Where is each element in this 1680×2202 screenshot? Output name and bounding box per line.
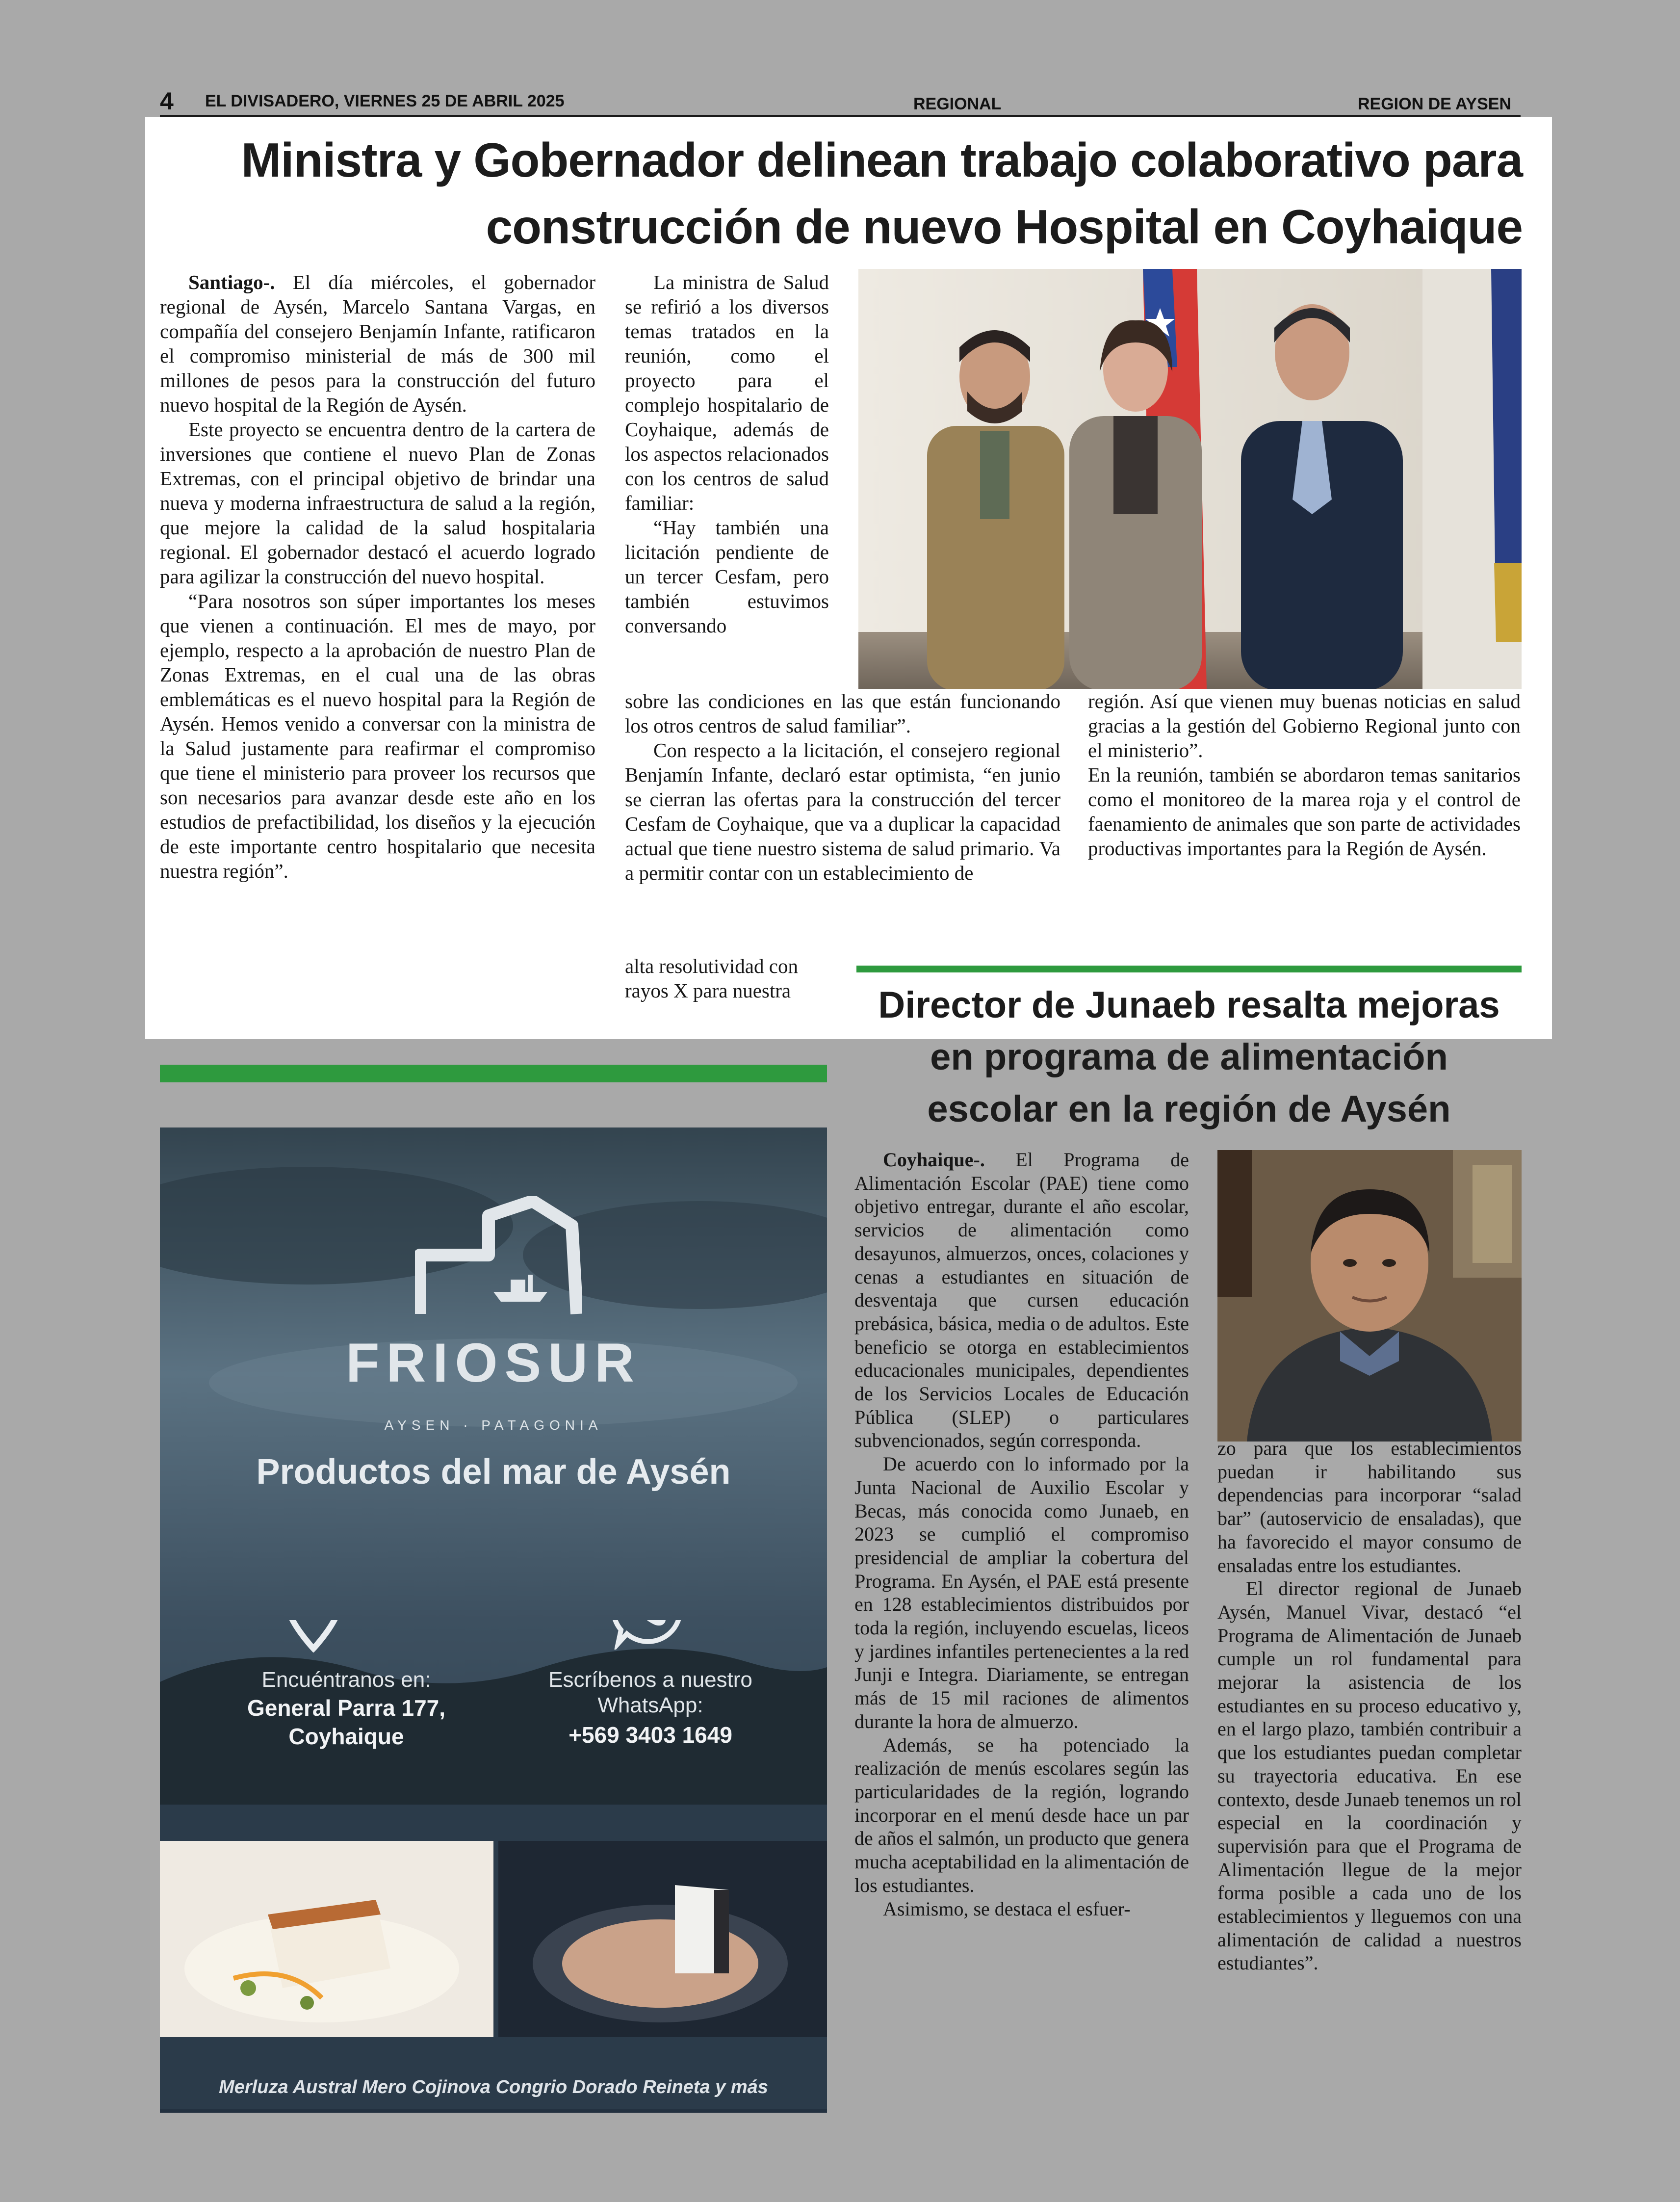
paragraph-text: El Programa de Alimentación Escolar (PAE) tiene como objetivo entregar, durante el año escolar, servicios de alimentación como desayunos, almuerzos, onces, colaciones y cenas a estudiantes en situación de desventaja que cursen educación prebásica, básica, media o de adultos. Este beneficio se otorga en establecimientos educacionales municipales, dependientes de los Servicios Locales de Educación Pública (SLEP) o particulares subvencionados, según corresponda. — [854, 1149, 1189, 1452]
second-headline-line-3: escolar en la región de Aysén — [927, 1088, 1451, 1130]
second-headline — [854, 979, 1524, 1135]
issue-dateline: EL DIVISADERO, VIERNES 25 DE ABRIL 2025 — [205, 92, 565, 110]
page-number: 4 — [160, 87, 174, 115]
paragraph-text: El día miércoles, el gobernador regional de Aysén, Marcelo Santana Vargas, en compañía del consejero Benjamín Infante, ratificaron el compromiso ministerial de más de 300 mil millones de pesos para la construcción del futuro nuevo hospital de la Región de Aysén. — [160, 271, 595, 416]
dish-photo-rice — [498, 1841, 827, 2037]
ad-address-label: Encuéntranos en: — [261, 1668, 431, 1692]
paragraph: región. Así que vienen muy buenas noticias en salud gracias a la gestión del Gobierno Regional junto con el ministerio”. — [1088, 690, 1521, 761]
second-article-column-2 — [1217, 1437, 1522, 1975]
ad-phone: +569 3403 1649 — [569, 1722, 732, 1748]
ad-species-list: Merluza Austral Mero Cojinova Congrio Dorado Reineta y más — [219, 2077, 768, 2097]
whatsapp-icon — [611, 1620, 690, 1650]
article-photo — [858, 269, 1522, 689]
second-headline-line-1: Director de Junaeb resalta mejoras — [878, 984, 1500, 1026]
paragraph — [854, 1148, 1189, 1452]
main-article-column-2-tail — [625, 954, 829, 1003]
dish-photo-fish — [160, 1841, 493, 2037]
location-pin-icon — [282, 1620, 345, 1652]
ad-address: General Parra 177, Coyhaique — [247, 1695, 446, 1749]
ad-divider-rule — [160, 1065, 827, 1082]
director-portrait-illustration — [1217, 1150, 1522, 1442]
dateline: Santiago-. — [188, 271, 275, 293]
main-article-column-2-top — [625, 270, 829, 638]
ad-whatsapp-label: Escríbenos a nuestro WhatsApp: — [548, 1668, 752, 1717]
ad-sub-brand: AYSEN · PATAGONIA — [384, 1417, 603, 1433]
paragraph: La ministra de Salud se refirió a los diversos temas tratados en la reunión, como el proyecto para el complejo hospitalario de Coyhaique, además de los aspectos relacionados con los centros de salud familiar: — [625, 271, 829, 514]
section-divider-rule — [856, 966, 1522, 972]
paragraph: Este proyecto se encuentra dentro de la cartera de inversiones que contiene el nuevo Plan de Zonas Extremas, con el principal objetivo de brindar una nueva y moderna infraestructura de salud a la región, que mejore la calidad de la salud hospitalaria regional. El gobernador destacó el acuerdo logrado para agilizar la construcción del nuevo hospital. — [160, 418, 595, 588]
director-photo — [1217, 1150, 1522, 1442]
paragraph: En la reunión, también se abordaron temas sanitarios como el monitoreo de la marea roja y el control de faenamiento de animales que son parte de actividades productivas importantes para la Región de Aysén. — [1088, 763, 1521, 860]
region-label: REGION DE AYSEN — [1358, 95, 1512, 113]
paragraph: Con respecto a la licitación, el consejero regional Benjamín Infante, declaró estar optimista, “en junio se cierran las ofertas para la construcción del tercer Cesfam de Coyhaique, que va a duplicar la capacidad actual que tiene nuestro sistema de salud primario. Va a permitir contar con un establecimiento de — [625, 739, 1060, 884]
paragraph: “Para nosotros son súper importantes los meses que vienen a continuación. El mes de mayo, por ejemplo, respecto a la aprobación de nuestro Plan de Zonas Extremas, en el cual una de las obras emblemáticas es el nuevo hospital para la Región de Aysén. Hemos venido a conversar con la ministra de la Salud justamente para reafirmar el compromiso que tiene el ministerio para proveer los recursos que son necesarios para avanzar desde este año en los estudios de prefactibilidad, los diseños y la ejecución de este importante centro hospitalario que necesita nuestra región”. — [160, 590, 595, 882]
dateline: Coyhaique-. — [883, 1149, 985, 1171]
ad-tagline: Productos del mar de Aysén — [256, 1452, 731, 1492]
paragraph: De acuerdo con lo informado por la Junta Nacional de Auxilio Escolar y Becas, más conocida como Junaeb, en 2023 se cumplió el compromiso presidencial de ampliar la cobertura del Programa. En Aysén, el PAE está presente en 128 establecimientos distribuidos por toda la región, incluyendo escuelas, liceos y jardines infantiles pertenecientes a la red Junji e Integra. Diariamente, se entregan más de 15 mil raciones de alimentos durante la hora de almuerzo. — [854, 1453, 1189, 1732]
paragraph: Asimismo, se destaca el esfuer- — [883, 1897, 1131, 1920]
friosur-logo — [415, 1196, 582, 1319]
meeting-photo-illustration — [858, 269, 1522, 689]
paragraph: zo para que los establecimientos puedan ir habilitando sus dependencias para incorporar “salad bar” (autoservicio de ensaladas), que ha favorecido el mayor consumo de ensaladas entre los estudiantes. — [1217, 1437, 1522, 1576]
paragraph: “Hay también una licitación pendiente de un tercer Cesfam, pero también estuvimos conversando — [625, 516, 829, 637]
main-headline — [157, 127, 1523, 260]
paragraph: Además, se ha potenciado la realización de menús escolares según las particularidades de la región, logrando incorporar en el menú desde hace un par de años el salmón, un producto que genera mucha aceptabilidad en la alimentación de los estudiantes. — [854, 1733, 1189, 1896]
paragraph: sobre las condiciones en las que están funcionando los otros centros de salud familiar”. — [625, 690, 1060, 737]
main-headline-line-2: construcción de nuevo Hospital en Coyhaique — [486, 200, 1523, 254]
ad-brand-name: FRIOSUR — [346, 1332, 641, 1393]
main-headline-line-1: Ministra y Gobernador delinean trabajo colaborativo para — [241, 133, 1523, 187]
paragraph: alta resolutividad con rayos X para nuestra — [625, 955, 798, 1002]
paragraph: El director regional de Junaeb Aysén, Manuel Vivar, destacó “el Programa de Alimentación de Junaeb cumple un rol fundamental para mejorar la asistencia de los estudiantes en su proceso educativo y, en el largo plazo, también contribuir a que los estudiantes puedan completar su trayectoria educativa. En ese contexto, desde Junaeb tenemos un rol especial en la coordinación y supervisión para que el Programa de Alimentación llegue de la mejor forma posible a cada uno de los establecimientos y lleguemos con una alimentación de calidad a nuestros estudiantes”. — [1217, 1577, 1522, 1974]
friosur-advertisement-lower — [160, 1620, 827, 2113]
main-article-column-3 — [1088, 689, 1521, 861]
paragraph — [160, 270, 595, 417]
section-label: REGIONAL — [913, 95, 1002, 113]
second-headline-line-2: en programa de alimentación — [930, 1036, 1448, 1078]
main-article-column-2-bottom — [625, 689, 1060, 885]
second-article-column-1 — [854, 1148, 1189, 1920]
friosur-advertisement — [160, 1127, 827, 1620]
main-article-column-1 — [160, 270, 595, 883]
